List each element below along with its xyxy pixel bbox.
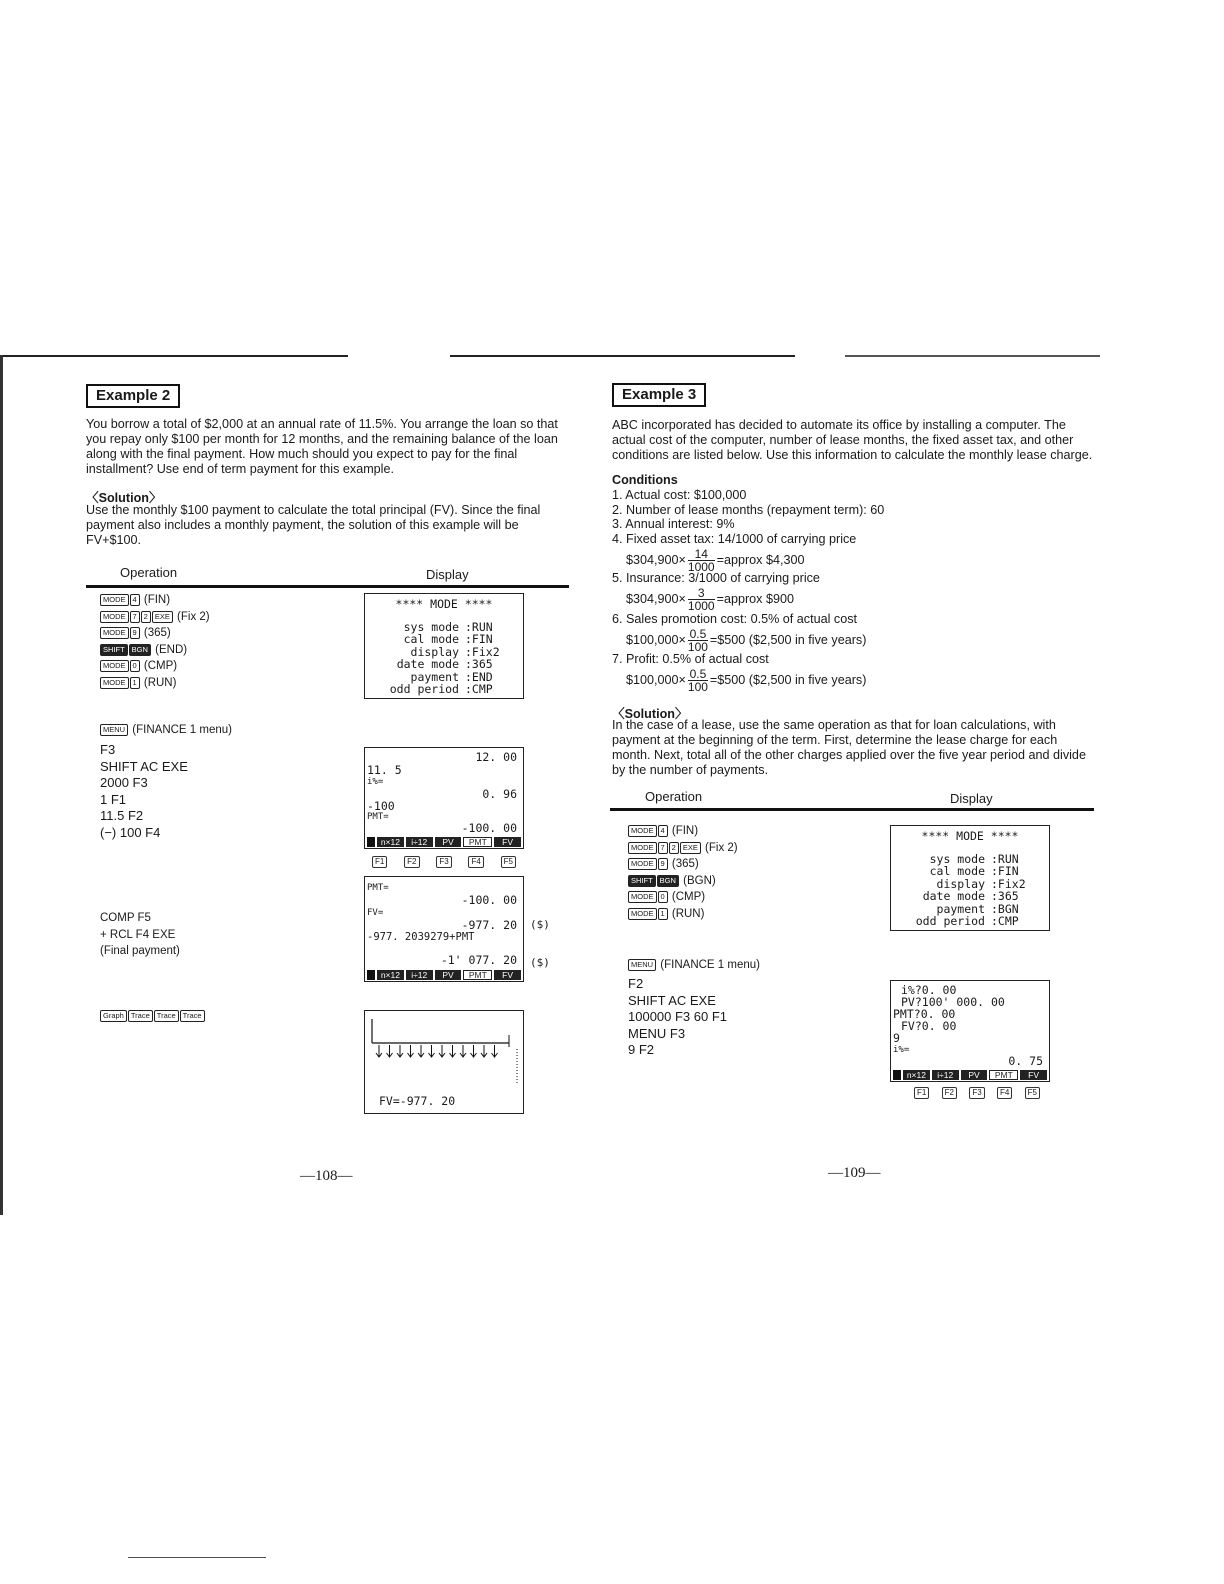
formula-fraction: [688, 668, 708, 693]
operation-row: F3: [100, 742, 116, 757]
mode-row: [891, 890, 1049, 903]
example-3-problem: ABC incorporated has decided to automate its office by installing a computer. The actual cost of the computer, number of lease months, the fixed asset tax, and other conditions are listed below. Use this information to calculate the monthly lease charge.: [612, 418, 1093, 462]
example-2-problem: You borrow a total of $2,000 at an annual rate of 11.5%. You arrange the loan so that you repay only $100 per month for 12 months, and the remaining balance of the loan along with the final payment. How much should you expect to pay for the final installment? Use end of term payment for this example.: [86, 417, 558, 476]
key-mode-icon: MODE: [628, 858, 657, 870]
example-2-label: Example 2: [86, 384, 180, 408]
mode-row: [365, 658, 523, 671]
function-key-f4-icon: F4: [468, 856, 483, 868]
top-rule-right: [845, 355, 1100, 357]
lcd3-final-value: -1' 077. 20: [440, 953, 517, 967]
formula-result: =approx $900: [716, 591, 794, 606]
cursor-block: [367, 970, 375, 980]
example-2-solution: Use the monthly $100 payment to calculate the total principal (FV). Since the final payment also includes a monthly payment, the solution of this example will be FV+$100.: [86, 503, 541, 547]
mode-value: :FIN: [991, 864, 1019, 878]
rlcd-line-i-label: i%=: [893, 1045, 910, 1055]
conditions-heading: Conditions: [612, 473, 678, 487]
operation-note: (END): [151, 643, 188, 656]
formula-fraction: [688, 548, 715, 573]
mode-row: [365, 633, 523, 646]
lcd3-pmt-value: -100. 00: [461, 893, 517, 907]
key-0-icon: 0: [658, 891, 668, 903]
header-rule-right: [610, 808, 1094, 811]
menu-item-pmt: PMT: [463, 837, 492, 847]
graph-plot: [365, 1011, 523, 1091]
lcd3-expression: -977. 2039279+PMT: [367, 931, 475, 943]
key-1-icon: 1: [658, 908, 668, 920]
key-4-icon: 4: [130, 594, 140, 606]
formula-prefix: $100,000×: [626, 672, 686, 687]
menu-item-i12: i÷12: [406, 837, 433, 847]
header-rule: [86, 585, 569, 588]
mode-key: sys mode: [929, 851, 985, 866]
lcd3-fv-value: -977. 20: [461, 918, 517, 932]
menu-key: MENU: [100, 724, 128, 736]
condition-2: 2. Number of lease months (repayment term): 60: [612, 503, 885, 517]
mode-key: date mode: [922, 889, 985, 903]
menu-item-pv: PV: [961, 1070, 988, 1080]
key-trace-icon: Trace: [128, 1010, 153, 1022]
finance-menu-label: (FINANCE 1 menu): [132, 724, 232, 736]
rlcd-line-input: 9: [893, 1031, 900, 1045]
operation-row: 2000 F3: [100, 775, 148, 791]
operation-row: COMP F5: [100, 912, 151, 924]
key-mode-icon: MODE: [628, 842, 657, 854]
graph-trace-operations: [100, 1008, 206, 1025]
key-bgn-icon: BGN: [129, 644, 151, 656]
mode-key: display: [410, 644, 459, 659]
lcd3-fv-label: FV=: [367, 908, 384, 918]
menu-item-pv: PV: [435, 837, 462, 847]
mode-row: [891, 865, 1049, 878]
key-mode-icon: MODE: [100, 627, 129, 639]
function-key-f1-icon: F1: [914, 1087, 929, 1099]
operation-row: [100, 675, 210, 692]
function-key-f1-icon: F1: [372, 856, 387, 868]
formula-prefix: $100,000×: [626, 632, 686, 647]
lcd-line-rate: 11. 5: [367, 763, 402, 777]
menu-item-pmt: PMT: [989, 1070, 1018, 1080]
condition-7: 7. Profit: 0.5% of actual cost: [612, 652, 769, 666]
operation-row: 11.5 F2: [100, 808, 144, 824]
mode-key: cal mode: [929, 864, 985, 878]
fraction-numerator: 3: [688, 587, 715, 600]
formula-4: [626, 548, 804, 573]
mode-title-right: **** MODE ****: [921, 829, 1019, 843]
function-key-f3-icon: F3: [436, 856, 451, 868]
operation-note: (FIN): [140, 594, 171, 606]
example-3-solution: In the case of a lease, use the same operation as that for loan calculations, with payment at the beginning of the term. First, determine the lease charge for each month. Next, total all of the other charges applied over the five year period and divide by the number of payments.: [612, 718, 1086, 777]
mode-value: :END: [465, 669, 493, 684]
formula-fraction: [688, 628, 708, 653]
key-mode-icon: MODE: [100, 611, 129, 623]
operation-row: [100, 592, 210, 609]
left-edge-rule: [0, 355, 3, 1215]
mode-key: date mode: [396, 657, 459, 671]
key-1-icon: 1: [130, 677, 140, 689]
fraction-denominator: 1000: [687, 560, 715, 574]
mode-value: :FIN: [465, 632, 493, 646]
formula-fraction: [688, 587, 715, 612]
operation-note: (Fix 2): [701, 841, 738, 854]
lcd-line-i-label: i%=: [367, 777, 384, 787]
formula-prefix: $304,900×: [626, 552, 686, 567]
key-9-icon: 9: [130, 627, 140, 639]
display-column-header: Display: [426, 567, 469, 582]
formula-prefix: $304,900×: [626, 591, 686, 606]
top-rule-left: [0, 355, 348, 357]
condition-4: 4. Fixed asset tax: 14/1000 of carrying price: [612, 532, 857, 546]
formula-6: [626, 628, 866, 653]
operation-column-header-right: Operation: [645, 789, 703, 804]
finance-menu-op-right: [628, 957, 760, 974]
key-trace-icon: Trace: [180, 1010, 205, 1022]
mode-value: :CMP: [991, 914, 1019, 928]
cursor-block: [893, 1070, 901, 1080]
menu-key-right: MENU: [628, 959, 656, 971]
condition-5: 5. Insurance: 3/1000 of carrying price: [612, 571, 820, 585]
operation-column-header: Operation: [120, 565, 178, 580]
function-key-row-right: [914, 1087, 1040, 1099]
key-mode-icon: MODE: [628, 825, 657, 837]
mode-value: :BGN: [991, 901, 1019, 916]
lcd-line-i-value: 0. 96: [482, 787, 517, 801]
operation-note: (CMP): [140, 660, 178, 673]
menu-item-pv: PV: [435, 970, 462, 980]
operation-note: (365): [140, 627, 171, 640]
operation-note: (365): [668, 858, 699, 871]
key-4-icon: 4: [658, 825, 668, 837]
fraction-numerator: 0.5: [689, 667, 707, 681]
key-mode-icon: MODE: [100, 677, 129, 689]
lcd3-pmt-label: PMT=: [367, 883, 389, 893]
operation-note: (FIN): [668, 825, 699, 837]
mode-key: payment: [410, 669, 459, 684]
mode-key: odd period: [389, 682, 459, 696]
operation-row: SHIFT AC EXE: [100, 758, 188, 774]
mode-value: :Fix2: [465, 644, 500, 659]
example-3-solution-heading: 〈Solution〉: [612, 707, 688, 721]
mode-operations: [100, 592, 210, 692]
operation-row: [628, 823, 738, 840]
operation-row: SHIFT AC EXE: [628, 992, 716, 1008]
menu-item-i12: i÷12: [932, 1070, 959, 1080]
fraction-numerator: 14: [688, 548, 715, 561]
display-column-header-right: Display: [950, 791, 993, 806]
operation-note: (CMP): [668, 891, 706, 904]
mode-value: :CMP: [465, 682, 493, 696]
menu-item-fv: FV: [494, 837, 521, 847]
operation-note: (RUN): [140, 676, 177, 689]
mode-key: display: [936, 876, 985, 891]
rlcd-line-pmt: PMT?0. 00: [893, 1007, 956, 1021]
operation-row: [100, 625, 210, 642]
top-rule-mid: [450, 355, 795, 357]
menu-item-i12: i÷12: [406, 970, 433, 980]
finance-menu-label-right: (FINANCE 1 menu): [660, 959, 760, 971]
page-number-left: —108—: [300, 1168, 353, 1184]
operation-row: [628, 856, 738, 873]
bottom-rule: [128, 1557, 266, 1558]
mode-value: :Fix2: [991, 876, 1026, 891]
key-0-icon: 0: [130, 660, 140, 672]
operation-note: (RUN): [668, 907, 705, 920]
finance-operations: [100, 742, 188, 842]
fraction-numerator: 0.5: [689, 627, 707, 641]
key-mode-icon: MODE: [100, 594, 129, 606]
condition-1: 1. Actual cost: $100,000: [612, 488, 747, 502]
key-exe-icon: EXE: [152, 611, 173, 623]
key-mode-icon: MODE: [628, 891, 657, 903]
formula-result: =$500 ($2,500 in five years): [709, 672, 867, 687]
condition-3: 3. Annual interest: 9%: [612, 517, 735, 531]
operation-row: [100, 658, 210, 675]
formula-result: =approx $4,300: [716, 552, 805, 567]
rlcd-line-fv: FV?0. 00: [901, 1019, 957, 1033]
operation-row: 9 F2: [628, 1042, 655, 1058]
key-graph-icon: Graph: [100, 1010, 127, 1022]
final-payment-display-screen: [364, 876, 524, 982]
unit-label-fv: ($): [530, 918, 550, 931]
mode-value: :365: [991, 889, 1019, 903]
function-key-f2-icon: F2: [404, 856, 419, 868]
operation-row: 1 F1: [100, 791, 127, 807]
finance-display-screen: [364, 747, 524, 849]
operation-row: [628, 873, 738, 890]
function-key-f3-icon: F3: [969, 1087, 984, 1099]
operation-row: 100000 F3 60 F1: [628, 1009, 728, 1025]
mode-key: payment: [936, 901, 985, 916]
mode-display-screen: [364, 593, 524, 699]
key-2-icon: 2: [669, 842, 679, 854]
finance-menu-bar-right: [891, 1069, 1049, 1081]
operation-row: + RCL F4 EXE: [100, 928, 176, 941]
mode-display-screen-right: [890, 825, 1050, 931]
key-7-icon: 7: [130, 611, 140, 623]
key-exe-icon: EXE: [680, 842, 701, 854]
operation-row: [100, 642, 210, 659]
key-shift-icon: SHIFT: [628, 875, 656, 887]
menu-item-n12: n×12: [377, 970, 404, 980]
menu-item-n12: n×12: [377, 837, 404, 847]
example-2-solution-heading: 〈Solution〉: [86, 491, 162, 505]
mode-key: sys mode: [403, 619, 459, 634]
operation-row: [100, 609, 210, 626]
mode-title: **** MODE ****: [395, 597, 493, 611]
operation-row: MENU F3: [628, 1025, 686, 1041]
graph-fv-readout: FV=-977. 20: [379, 1093, 456, 1108]
menu-item-fv: FV: [494, 970, 521, 980]
unit-label-final: ($): [530, 956, 550, 969]
example-3-label: Example 3: [612, 383, 706, 407]
formula-result: =$500 ($2,500 in five years): [709, 632, 867, 647]
menu-item-n12: n×12: [903, 1070, 930, 1080]
mode-value: :RUN: [991, 851, 1019, 866]
rlcd-line-pv: PV?100' 000. 00: [901, 995, 1005, 1009]
fraction-denominator: 100: [687, 640, 708, 654]
operation-row: (Final payment): [100, 945, 180, 958]
finance-menu-bar: [365, 836, 523, 848]
mode-rows: [365, 621, 523, 696]
rlcd-line-i-value: 0. 75: [1008, 1054, 1043, 1068]
function-key-row: [372, 856, 516, 868]
page-number-right: —109—: [828, 1165, 881, 1181]
operation-row: [628, 840, 738, 857]
operation-row: (−) 100 F4: [100, 824, 161, 840]
key-bgn-icon: BGN: [657, 875, 679, 887]
key-mode-icon: MODE: [100, 660, 129, 672]
key-mode-icon: MODE: [628, 908, 657, 920]
mode-operations-right: [628, 823, 738, 923]
key-shift-icon: SHIFT: [100, 644, 128, 656]
rlcd-line-i: i%?0. 00: [901, 983, 957, 997]
mode-value: :RUN: [465, 619, 493, 634]
condition-6: 6. Sales promotion cost: 0.5% of actual cost: [612, 612, 858, 626]
mode-rows-right: [891, 853, 1049, 928]
lcd-line-pmt-input: -100: [367, 799, 395, 813]
menu-item-fv: FV: [1020, 1070, 1047, 1080]
fraction-denominator: 1000: [687, 599, 715, 613]
mode-key: cal mode: [403, 632, 459, 646]
key-7-icon: 7: [658, 842, 668, 854]
operation-row: [628, 906, 738, 923]
function-key-f5-icon: F5: [501, 856, 516, 868]
graph-display-screen: [364, 1010, 524, 1114]
menu-item-pmt: PMT: [463, 970, 492, 980]
function-key-f5-icon: F5: [1025, 1087, 1040, 1099]
key-9-icon: 9: [658, 858, 668, 870]
key-trace-icon: Trace: [154, 1010, 179, 1022]
function-key-f2-icon: F2: [942, 1087, 957, 1099]
function-key-f4-icon: F4: [997, 1087, 1012, 1099]
cursor-block: [367, 837, 375, 847]
lcd-line-n: 12. 00: [475, 750, 517, 764]
operation-note: (Fix 2): [173, 610, 210, 623]
key-2-icon: 2: [141, 611, 151, 623]
final-payment-operations: [100, 910, 180, 960]
finance-display-screen-right: [890, 980, 1050, 1082]
formula-7: [626, 668, 866, 693]
operation-row: [628, 889, 738, 906]
formula-5: [626, 587, 794, 612]
finance-menu-op: [100, 722, 232, 739]
operation-row: F2: [628, 976, 644, 991]
fraction-denominator: 100: [687, 680, 708, 694]
final-menu-bar: [365, 969, 523, 981]
mode-row: [891, 915, 1049, 928]
mode-key: odd period: [915, 914, 985, 928]
mode-row: [365, 683, 523, 696]
lcd-line-pmt-value: -100. 00: [461, 821, 517, 835]
mode-value: :365: [465, 657, 493, 671]
lcd-line-pmt-label: PMT=: [367, 812, 389, 822]
finance-operations-right: [628, 976, 727, 1059]
operation-note: (BGN): [679, 874, 716, 887]
